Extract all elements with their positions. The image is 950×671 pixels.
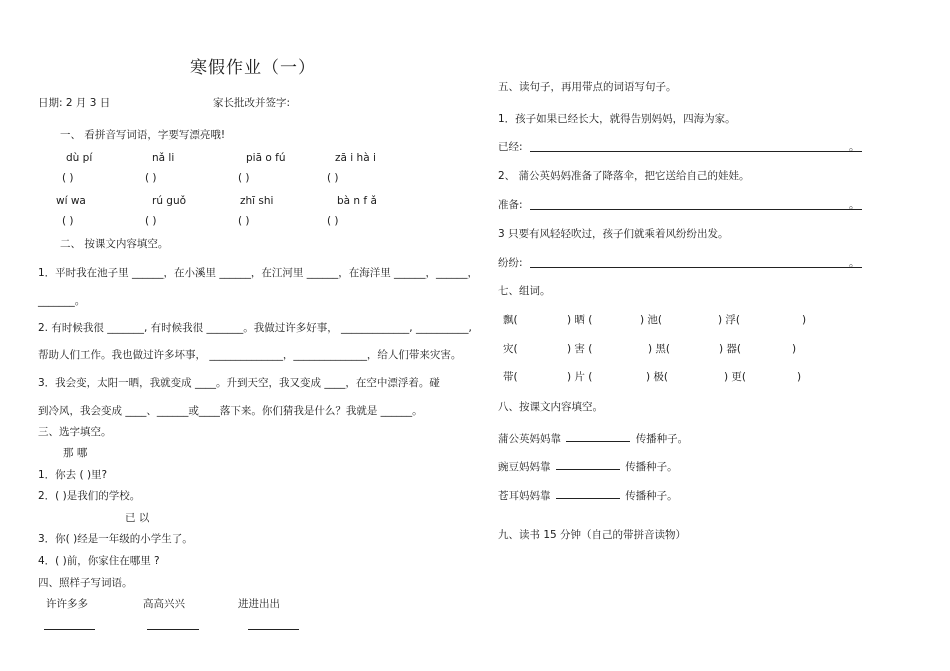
date-line: 日期: 2 月 3 日 [38,97,111,109]
fill-line[interactable]: _______。 [38,295,86,307]
word-label: 已经: [498,141,523,153]
pinyin-6: rú guǒ [152,195,187,207]
word-label: 纷纷: [498,257,523,269]
fill-prefix: 苍耳妈妈靠 [498,490,551,502]
word-group-char: ) 器( [719,343,742,355]
sentence-3: 3 只要有风轻轻吹过，孩子们就乘着风纷纷出发。 [498,228,729,240]
choice-question[interactable]: 4．( )前，你家住在哪里 ? [38,555,160,567]
period-mark: 。 [849,257,860,269]
section-4-heading: 四、照样子写词语。 [38,577,133,589]
example-word: 许许多多 [46,598,88,610]
section-7-heading: 七、组词。 [498,285,551,297]
word-group-char: ) 浮( [718,314,741,326]
period-mark: 。 [849,141,860,153]
word-group-char: 带( [503,371,518,383]
answer-blank[interactable] [556,488,620,499]
sentence-2: 2、 蒲公英妈妈准备了降落伞，把它送给自己的娃娃。 [498,170,750,182]
answer-paren[interactable]: ( ) [145,215,157,227]
parent-sign-label: 家长批改并签字: [213,97,291,109]
fill-line[interactable]: 3．我会变，太阳一晒，我就变成 ____。升到天空，我又变成 ____，在空中漂浮着。碰 [38,377,440,389]
answer-paren[interactable]: ( ) [62,172,74,184]
period-mark: 。 [849,199,860,211]
fill-sentence [498,488,678,502]
sentence-1: 1．孩子如果已经长大，就得告别妈妈，四海为家。 [498,113,736,125]
word-group-char: ) 片 ( [567,371,593,383]
answer-blank[interactable] [556,459,620,470]
answer-paren[interactable]: ( ) [327,215,339,227]
choice-question[interactable]: 2．( )是我们的学校。 [38,490,141,502]
answer-paren[interactable]: ( ) [327,172,339,184]
word-group-char: ) [792,343,797,355]
pinyin-7: zhī shi [240,195,274,207]
sentence-write-line[interactable] [530,151,862,152]
word-group-char: 灾( [503,343,518,355]
fill-prefix: 豌豆妈妈靠 [498,461,551,473]
page-title: 寒假作业（一） [190,58,316,78]
fill-sentence [498,459,678,473]
answer-paren[interactable]: ( ) [238,215,250,227]
section-5-heading: 五、读句子，再用带点的词语写句子。 [498,81,677,93]
word-group-char: ) [797,371,802,383]
answer-paren[interactable]: ( ) [238,172,250,184]
section-8-heading: 八、按课文内容填空。 [498,401,603,413]
answer-blank[interactable] [44,629,95,630]
char-choice-pair: 已 以 [125,512,150,524]
fill-prefix: 蒲公英妈妈靠 [498,433,561,445]
pinyin-5: wí wa [56,195,86,207]
fill-suffix: 传播种子。 [635,433,689,445]
fill-sentence [498,431,688,445]
choice-question[interactable]: 3．你( )经是一年级的小学生了。 [38,533,193,545]
word-group-char: ) 更( [724,371,747,383]
example-word: 进进出出 [238,598,280,610]
example-word: 高高兴兴 [143,598,185,610]
pinyin-3: piā o fú [246,152,286,164]
pinyin-1: dù pí [66,152,93,164]
answer-blank[interactable] [147,629,199,630]
answer-blank[interactable] [248,629,299,630]
sentence-write-line[interactable] [530,267,862,268]
word-group-char: 飘( [503,314,518,326]
word-group-char: ) [802,314,807,326]
word-group-char: ) 晒 ( [567,314,593,326]
pinyin-2: nǎ li [152,152,175,164]
fill-line[interactable]: 1．平时我在池子里 ______，在小溪里 ______，在江河里 ______，在海洋里 ______，______， [38,267,479,279]
sentence-write-line[interactable] [530,209,862,210]
section-1-heading: 一、 看拼音写词语，字要写漂亮哦! [60,129,226,141]
fill-suffix: 传播种子。 [625,490,678,502]
answer-paren[interactable]: ( ) [62,215,74,227]
section-2-heading: 二、 按课文内容填空。 [60,238,169,250]
fill-suffix: 传播种子。 [625,461,678,473]
pinyin-4: zā i hà i [335,152,376,164]
fill-line[interactable]: 到冷风，我会变成 ____、______或____落下来。你们猜我是什么？我就是 ______。 [38,405,423,417]
fill-line[interactable]: 帮助人们工作。我也做过许多坏事， ______________，______________，给人们带来灾害。 [38,349,462,361]
pinyin-8: bà n f ǎ [337,195,377,207]
word-label: 准备: [498,199,523,211]
word-group-char: ) 池( [640,314,663,326]
char-choice-pair: 那 哪 [63,447,88,459]
word-group-char: ) 极( [646,371,669,383]
answer-blank[interactable] [566,431,630,442]
answer-paren[interactable]: ( ) [145,172,157,184]
word-group-char: ) 黑( [648,343,671,355]
choice-question[interactable]: 1．你去 ( )里? [38,469,108,481]
word-group-char: ) 害 ( [567,343,593,355]
fill-line[interactable]: 2. 有时候我很 _______, 有时候我很 _______。我做过许多好事， _____________, __________, [38,322,472,334]
section-9-heading: 九、读书 15 分钟（自己的带拼音读物） [498,529,687,541]
section-3-heading: 三、选字填空。 [38,426,112,438]
